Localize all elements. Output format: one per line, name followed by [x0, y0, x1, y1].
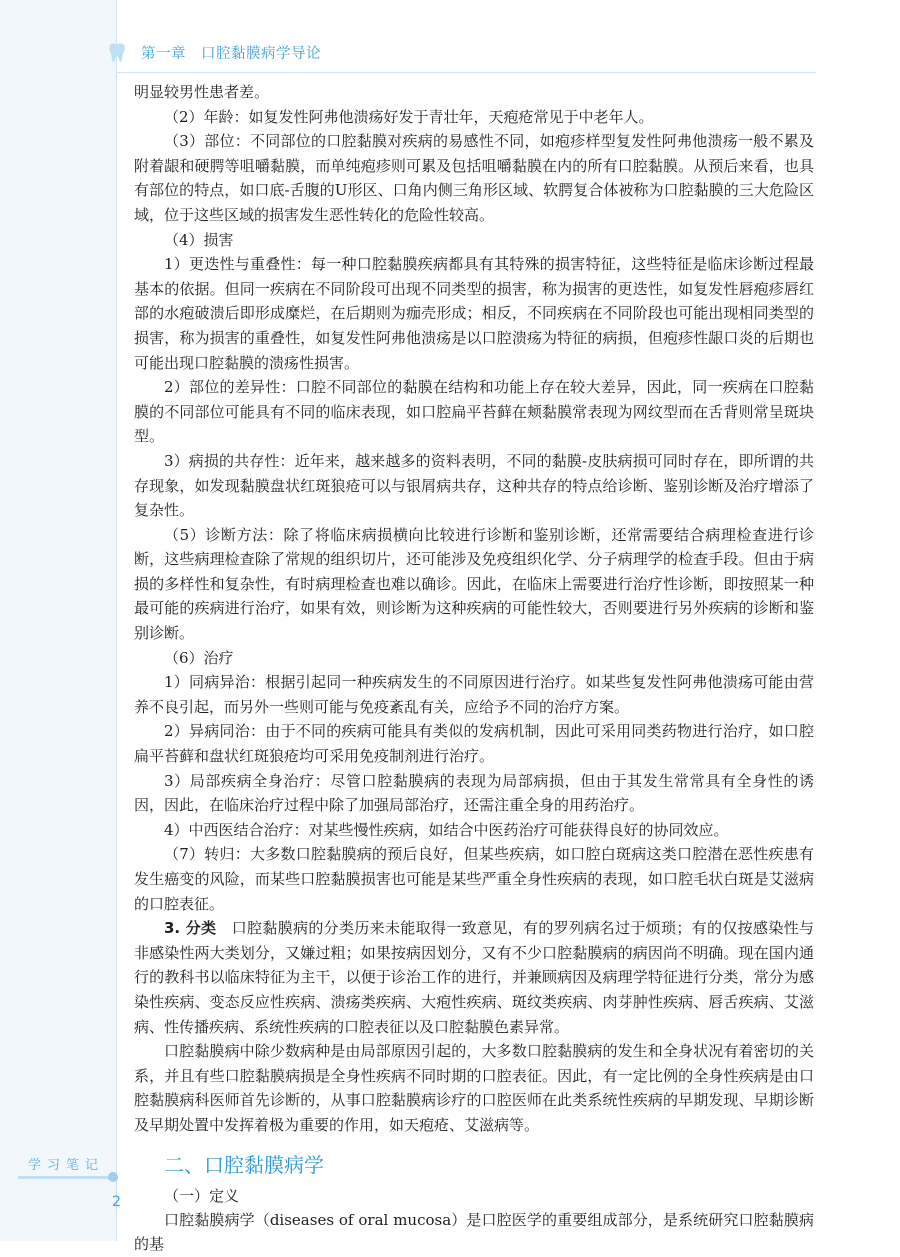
- paragraph: 1）更迭性与重叠性：每一种口腔黏膜疾病都具有其特殊的损害特征，这些特征是临床诊断过程最基本的依据。但同一疾病在不同阶段可出现不同类型的损害，称为损害的更迭性，如复发性唇疱疹唇红部的水疱破溃后即形成糜烂，在后期则为痂壳形成；相反，不同疾病在不同阶段也可能出现相同类型的损害，称为损害的重叠性，如复发性阿弗他溃疡是以口腔溃疡为特征的病损，但疱疹性龈口炎的后期也可能出现口腔黏膜的溃疡性损害。: [134, 255, 814, 372]
- tooth-icon: [107, 42, 127, 64]
- sub-heading: （一）定义: [164, 1186, 240, 1205]
- paragraph: 3）局部疾病全身治疗：尽管口腔黏膜病的表现为局部病损，但由于其发生常常具有全身性的诱因，因此，在临床治疗过程中除了加强局部治疗，还需注重全身的用药治疗。: [134, 771, 814, 815]
- paragraph: （7）转归：大多数口腔黏膜病的预后良好，但某些疾病，如口腔白斑病这类口腔潜在恶性疾患有发生癌变的风险，而某些口腔黏膜损害也可能是某些严重全身性疾病的表现，如口腔毛状白斑是艾滋病的口腔表征。: [134, 845, 814, 913]
- paragraph: 口腔黏膜病中除少数病种是由局部原因引起的，大多数口腔黏膜病的发生和全身状况有着密切的关系，并且有些口腔黏膜病损是全身性疾病不同时期的口腔表征。因此，有一定比例的全身性疾病是由口腔黏膜病科医师首先诊断的，从事口腔黏膜病诊疗的口腔医师在此类系统性疾病的早期发现、早期诊断及早期处置中发挥着极为重要的作用，如天疱疮、艾滋病等。: [134, 1042, 814, 1134]
- section-heading: 二、口腔黏膜病学: [164, 1152, 324, 1177]
- notes-rule: [18, 1176, 118, 1179]
- paragraph: （3）部位：不同部位的口腔黏膜对疾病的易感性不同，如疱疹样型复发性阿弗他溃疡一般不累及附着龈和硬腭等咀嚼黏膜，而单纯疱疹则可累及包括咀嚼黏膜在内的所有口腔黏膜。从预后来看，也具有部位的特点，如口底-舌腹的U形区、口角内侧三角形区域、软腭复合体被称为口腔黏膜的三大危险区域，位于这些区域的损害发生恶性转化的危险性较高。: [134, 132, 814, 224]
- paragraph: 3）病损的共存性：近年来，越来越多的资料表明，不同的黏膜-皮肤病损可同时存在，即所谓的共存现象，如发现黏膜盘状红斑狼疮可以与银屑病共存，这种共存的特点给诊断、鉴别诊断及治疗增添了复杂性。: [134, 451, 814, 520]
- margin-divider: [116, 0, 117, 1241]
- paragraph-text: 口腔黏膜病的分类历来未能取得一致意见，有的罗列病名过于烦琐；有的仅按感染性与非感染性两大类划分，又嫌过粗；如果按病因划分，又有不少口腔黏膜病的病因尚不明确。现在国内通行的教科书以临床特征为主干，以便于诊治工作的进行，并兼顾病因及病理学特征进行分类，常分为感染性疾病、变态反应性疾病、溃疡类疾病、大疱性疾病、斑纹类疾病、肉芽肿性疾病、唇舌疾病、艾滋病、性传播疾病、系统性疾病的口腔表征以及口腔黏膜色素异常。: [134, 919, 814, 1036]
- notes-dot: [108, 1172, 118, 1182]
- paragraph: 2）异病同治：由于不同的疾病可能具有类似的发病机制，因此可采用同类药物进行治疗，如口腔扁平苔藓和盘状红斑狼疮均可采用免疫制剂进行治疗。: [134, 722, 814, 766]
- notes-margin-column: [0, 0, 116, 1241]
- paragraph: （2）年龄：如复发性阿弗他溃疡好发于青壮年，天疱疮常见于中老年人。: [164, 107, 654, 126]
- paragraph: 明显较男性患者差。: [134, 83, 270, 101]
- paragraph: [134, 916, 814, 1039]
- paragraph: 2）部位的差异性：口腔不同部位的黏膜在结构和功能上存在较大差异，因此，同一疾病在口腔黏膜的不同部位可能具有不同的临床表现，如口腔扁平苔藓在颊黏膜常表现为网纹型而在舌背则常呈斑块型。: [134, 378, 814, 446]
- paragraph: 口腔黏膜病学（diseases of oral mucosa）是口腔医学的重要组成部分，是系统研究口腔黏膜病的基: [134, 1210, 814, 1254]
- paragraph: （6）治疗: [164, 648, 234, 667]
- run-in-heading: 3. 分类: [164, 919, 217, 938]
- paragraph: 1）同病异治：根据引起同一种疾病发生的不同原因进行治疗。如某些复发性阿弗他溃疡可能由营养不良引起，而另外一些则可能与免疫紊乱有关，应给予不同的治疗方案。: [134, 673, 814, 716]
- page-number: 2: [112, 1194, 121, 1210]
- notes-label: 学习笔记: [28, 1158, 105, 1173]
- page-body: [134, 80, 814, 1257]
- header-rule: [116, 72, 816, 73]
- paragraph: （5）诊断方法：除了将临床病损横向比较进行诊断和鉴别诊断，还常需要结合病理检查进行诊断，这些病理检查除了常规的组织切片，还可能涉及免疫组织化学、分子病理学的检查手段。但由于病损的多样性和复杂性，有时病理检查也难以确诊。因此，在临床上需要进行治疗性诊断，即按照某一种最可能的疾病进行治疗，如果有效，则诊断为这种疾病的可能性较大，否则要进行另外疾病的诊断和鉴别诊断。: [134, 525, 814, 643]
- paragraph: （4）损害: [164, 230, 234, 249]
- chapter-title: 第一章 口腔黏膜病学导论: [141, 46, 321, 62]
- paragraph: 4）中西医结合治疗：对某些慢性疾病，如结合中医药治疗可能获得良好的协同效应。: [164, 820, 729, 839]
